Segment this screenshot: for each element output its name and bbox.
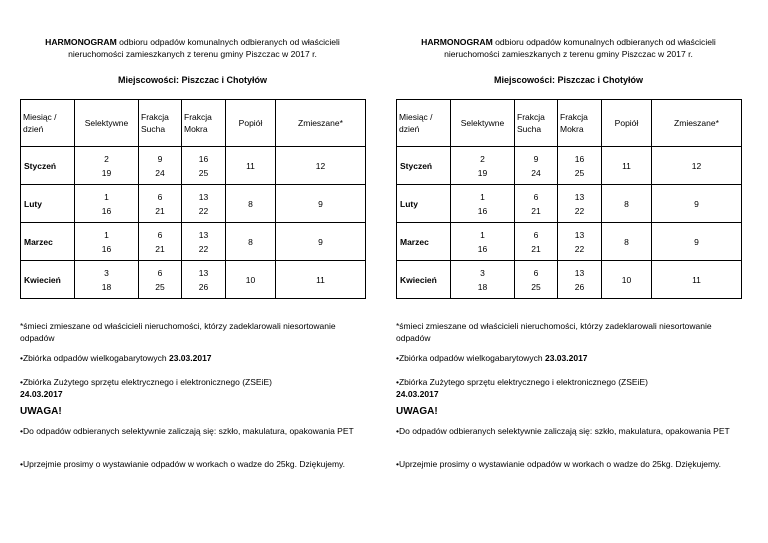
mokra-cell xyxy=(182,147,226,185)
sucha-cell xyxy=(515,185,558,223)
selektywne-cell-date-2: 16 xyxy=(101,243,112,254)
selektywne-cell-date-1: 1 xyxy=(480,229,485,240)
month-cell: Styczeń xyxy=(21,147,75,185)
sucha-cell xyxy=(139,147,182,185)
bulky-text: •Zbiórka odpadów wielkogabarytowych xyxy=(396,353,545,363)
mokra-cell-date-1: 13 xyxy=(198,229,209,240)
mokra-cell-date-2: 22 xyxy=(198,205,209,216)
month-cell: Marzec xyxy=(397,223,451,261)
selektywne-cell xyxy=(451,223,515,261)
sucha-cell-date-2: 21 xyxy=(531,205,541,216)
sucha-cell-date-2: 21 xyxy=(155,205,165,216)
header-month: Miesiąc / dzień xyxy=(21,100,75,147)
sucha-cell xyxy=(139,223,182,261)
place-heading: Miejscowości: Piszczac i Chotyłów xyxy=(493,75,644,85)
table-row xyxy=(21,223,366,261)
sucha-cell xyxy=(515,261,558,299)
header-sucha: Frakcja Sucha xyxy=(139,100,182,147)
weee-date: 24.03.2017 xyxy=(396,389,439,399)
table-row xyxy=(397,185,742,223)
sucha-cell-date-1: 9 xyxy=(157,153,163,164)
header-sucha: Frakcja Sucha xyxy=(515,100,558,147)
document-title xyxy=(396,36,741,60)
sucha-cell-date-1: 6 xyxy=(157,229,163,240)
mokra-cell-date-2: 22 xyxy=(198,243,209,254)
table-row xyxy=(397,147,742,185)
selektywne-cell xyxy=(451,185,515,223)
zmieszane-cell: 12 xyxy=(276,147,366,185)
sucha-cell-date-2: 24 xyxy=(155,167,165,178)
selektywne-cell-date-1: 2 xyxy=(480,153,485,164)
weee-note xyxy=(396,376,741,400)
selektywne-cell-date-2: 18 xyxy=(477,281,488,292)
month-cell: Kwiecień xyxy=(21,261,75,299)
table-row xyxy=(397,261,742,299)
table-header-row xyxy=(21,100,366,147)
selektywne-cell-date-2: 19 xyxy=(477,167,488,178)
bulky-waste-note xyxy=(396,352,741,364)
sucha-cell-date-2: 21 xyxy=(155,243,165,254)
weee-text: •Zbiórka Zużytego sprzętu elektrycznego i elektronicznego (ZSEiE) xyxy=(20,377,272,387)
selektywne-cell-date-1: 3 xyxy=(104,267,109,278)
mokra-cell xyxy=(182,185,226,223)
sucha-cell xyxy=(139,185,182,223)
zmieszane-cell: 9 xyxy=(276,185,366,223)
popiol-cell: 8 xyxy=(226,185,276,223)
bulky-date: 23.03.2017 xyxy=(168,353,212,363)
table-row xyxy=(21,185,366,223)
header-selektywne: Selektywne xyxy=(75,100,139,147)
header-zmieszane: Zmieszane* xyxy=(652,100,742,147)
table-header-row xyxy=(397,100,742,147)
selective-note: •Do odpadów odbieranych selektywnie zaliczają się: szkło, makulatura, opakowania PET xyxy=(20,426,354,436)
title-rest: odbioru odpadów komunalnych odbieranych od właścicieli xyxy=(492,37,716,47)
selektywne-cell-date-2: 18 xyxy=(101,281,112,292)
header-month: Miesiąc / dzień xyxy=(397,100,451,147)
mokra-cell xyxy=(558,147,602,185)
selektywne-cell xyxy=(451,147,515,185)
title-line2: nieruchomości zamieszkanych z terenu gminy Piszczac w 2017 r. xyxy=(444,49,693,59)
mokra-cell-date-2: 22 xyxy=(574,243,585,254)
sucha-cell xyxy=(515,147,558,185)
mokra-cell-date-2: 26 xyxy=(198,281,209,292)
sucha-cell-date-1: 6 xyxy=(533,229,539,240)
sucha-cell-date-2: 25 xyxy=(531,281,541,292)
header-selektywne: Selektywne xyxy=(451,100,515,147)
weee-date: 24.03.2017 xyxy=(20,389,63,399)
popiol-cell: 11 xyxy=(602,147,652,185)
selektywne-cell xyxy=(75,147,139,185)
zmieszane-cell: 9 xyxy=(276,223,366,261)
document-title xyxy=(20,36,365,60)
weee-text: •Zbiórka Zużytego sprzętu elektrycznego i elektronicznego (ZSEiE) xyxy=(396,377,648,387)
uwaga-heading: UWAGA! xyxy=(396,406,438,417)
bulky-text: •Zbiórka odpadów wielkogabarytowych xyxy=(20,353,169,363)
bulky-date: 23.03.2017 xyxy=(544,353,588,363)
mokra-cell-date-2: 25 xyxy=(574,167,585,178)
mokra-cell-date-2: 22 xyxy=(574,205,585,216)
mokra-cell-date-1: 13 xyxy=(574,229,585,240)
footnote: *śmieci zmieszane od właścicieli nieruchomości, którzy zadeklarowali niesortowanie odpadów xyxy=(20,321,336,343)
month-cell: Kwiecień xyxy=(397,261,451,299)
bags-note: •Uprzejmie prosimy o wystawianie odpadów w workach o wadze do 25kg. Dziękujemy. xyxy=(396,459,722,469)
header-mokra: Frakcja Mokra xyxy=(182,100,226,147)
mokra-cell-date-1: 16 xyxy=(198,153,209,164)
sucha-cell-date-2: 24 xyxy=(531,167,541,178)
title-rest: odbioru odpadów komunalnych odbieranych od właścicieli xyxy=(116,37,340,47)
popiol-cell: 10 xyxy=(226,261,276,299)
sucha-cell-date-2: 21 xyxy=(531,243,541,254)
sucha-cell-date-1: 6 xyxy=(157,191,163,202)
selektywne-cell xyxy=(75,261,139,299)
month-cell: Luty xyxy=(397,185,451,223)
selektywne-cell xyxy=(75,223,139,261)
popiol-cell: 8 xyxy=(226,223,276,261)
header-zmieszane: Zmieszane* xyxy=(276,100,366,147)
title-line2: nieruchomości zamieszkanych z terenu gminy Piszczac w 2017 r. xyxy=(68,49,317,59)
sucha-cell-date-1: 6 xyxy=(533,267,539,278)
schedule-table xyxy=(20,99,366,299)
selektywne-cell xyxy=(451,261,515,299)
mokra-cell xyxy=(558,261,602,299)
selektywne-cell-date-2: 16 xyxy=(477,205,488,216)
sucha-cell-date-1: 6 xyxy=(533,191,539,202)
selektywne-cell-date-1: 2 xyxy=(104,153,109,164)
selektywne-cell-date-1: 3 xyxy=(480,267,485,278)
selective-note: •Do odpadów odbieranych selektywnie zaliczają się: szkło, makulatura, opakowania PET xyxy=(396,426,730,436)
mokra-cell-date-1: 13 xyxy=(198,191,209,202)
selektywne-cell-date-1: 1 xyxy=(480,191,485,202)
zmieszane-cell: 11 xyxy=(276,261,366,299)
mokra-cell xyxy=(182,261,226,299)
selektywne-cell-date-2: 19 xyxy=(101,167,112,178)
selektywne-cell xyxy=(75,185,139,223)
mokra-cell-date-2: 25 xyxy=(198,167,209,178)
sucha-cell-date-1: 6 xyxy=(157,267,163,278)
popiol-cell: 8 xyxy=(602,223,652,261)
month-cell: Marzec xyxy=(21,223,75,261)
bags-note: •Uprzejmie prosimy o wystawianie odpadów w workach o wadze do 25kg. Dziękujemy. xyxy=(20,459,346,469)
mokra-cell xyxy=(182,223,226,261)
weee-note xyxy=(20,376,365,400)
popiol-cell: 11 xyxy=(226,147,276,185)
popiol-cell: 8 xyxy=(602,185,652,223)
mokra-cell xyxy=(558,185,602,223)
mokra-cell xyxy=(558,223,602,261)
schedule-table xyxy=(396,99,742,299)
place-heading: Miejscowości: Piszczac i Chotyłów xyxy=(117,75,268,85)
table-row xyxy=(21,147,366,185)
mokra-cell-date-1: 13 xyxy=(574,191,585,202)
selektywne-cell-date-1: 1 xyxy=(104,229,109,240)
selektywne-cell-date-2: 16 xyxy=(101,205,112,216)
mokra-cell-date-1: 13 xyxy=(198,267,209,278)
mokra-cell-date-1: 13 xyxy=(574,267,585,278)
header-popiol: Popiół xyxy=(226,100,276,147)
selektywne-cell-date-1: 1 xyxy=(104,191,109,202)
mokra-cell-date-2: 26 xyxy=(574,281,585,292)
mokra-cell-date-1: 16 xyxy=(574,153,585,164)
zmieszane-cell: 9 xyxy=(652,185,742,223)
zmieszane-cell: 12 xyxy=(652,147,742,185)
title-bold: HARMONOGRAM xyxy=(421,37,493,47)
header-popiol: Popiół xyxy=(602,100,652,147)
sucha-cell-date-1: 9 xyxy=(533,153,539,164)
selektywne-cell-date-2: 16 xyxy=(477,243,488,254)
title-bold: HARMONOGRAM xyxy=(45,37,117,47)
footnote: *śmieci zmieszane od właścicieli nieruchomości, którzy zadeklarowali niesortowanie odpadów xyxy=(396,321,712,343)
sucha-cell xyxy=(139,261,182,299)
month-cell: Styczeń xyxy=(397,147,451,185)
zmieszane-cell: 9 xyxy=(652,223,742,261)
popiol-cell: 10 xyxy=(602,261,652,299)
table-row xyxy=(397,223,742,261)
bulky-waste-note xyxy=(20,352,365,364)
zmieszane-cell: 11 xyxy=(652,261,742,299)
sucha-cell-date-2: 25 xyxy=(155,281,165,292)
table-row xyxy=(21,261,366,299)
month-cell: Luty xyxy=(21,185,75,223)
uwaga-heading: UWAGA! xyxy=(20,406,62,417)
sucha-cell xyxy=(515,223,558,261)
header-mokra: Frakcja Mokra xyxy=(558,100,602,147)
